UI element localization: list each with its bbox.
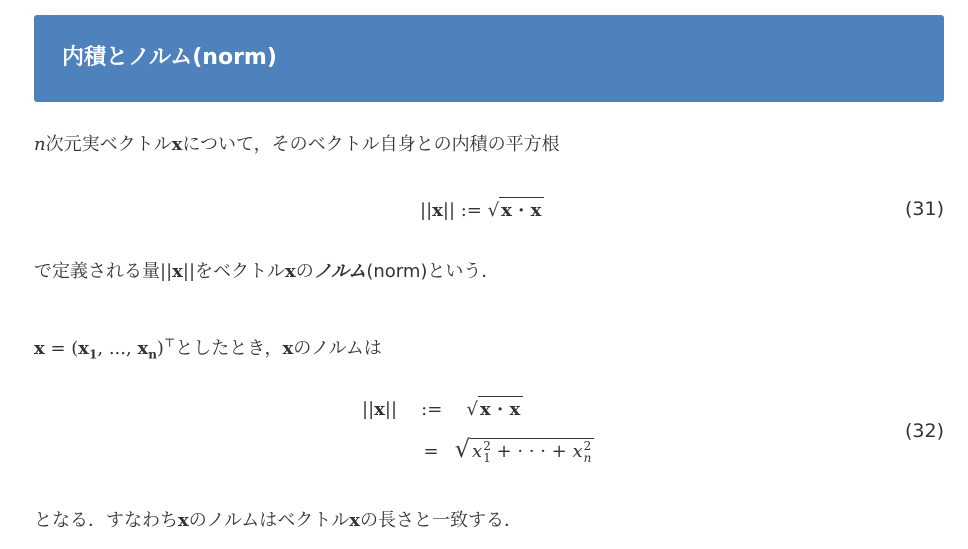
eq32-op1: := (421, 399, 443, 420)
paragraph-3 (34, 330, 382, 368)
text: をベクトル (195, 261, 286, 282)
text: のノルムは (293, 338, 382, 359)
paragraph-2 (34, 259, 499, 285)
eq32-radicand-2: x 2 1 + · · · + x 2 n (470, 438, 594, 465)
sqrt: √ x 2 1 + · · · + x 2 n (455, 436, 595, 465)
eq32-op2: = (423, 441, 439, 462)
math-x: x (285, 261, 296, 282)
equation-32-line-1 (362, 396, 523, 423)
term-norm: ノルム (313, 261, 367, 282)
eq32-radicand-1: x · x (478, 396, 523, 423)
eq31-lhs: ||x|| := (420, 200, 482, 221)
text: について，そのベクトル自身との内積の平方根 (182, 134, 560, 155)
eq32-lhs: ||x|| (362, 399, 398, 420)
text: としたとき， (175, 338, 283, 359)
math-x: x (178, 510, 189, 531)
math-vector-def: $x = (x_1$, ..., $x_n)^⊤$ (34, 336, 176, 362)
text: の長さと一致する． (360, 510, 523, 531)
math-norm: ||x|| (160, 261, 196, 282)
math-n: n (34, 134, 46, 155)
sqrt: √ x · x (466, 396, 523, 423)
text: となる．すなわち (34, 510, 178, 531)
paragraph-1 (34, 132, 560, 158)
equation-32-line-2 (413, 436, 594, 465)
sqrt: √ x · x (488, 197, 545, 224)
text: のノルムはベクトル (188, 510, 350, 531)
math-x: x (282, 338, 294, 359)
text: で定義される量 (34, 261, 160, 282)
equation-31 (420, 197, 544, 224)
math-x: x (349, 510, 361, 531)
equation-number-32: (32) (904, 420, 944, 442)
math-x: x (171, 134, 183, 155)
section-title: 内積とノルム(norm) (62, 45, 277, 70)
text: (norm)という． (366, 261, 500, 282)
paragraph-4 (34, 508, 522, 534)
eq31-radicand: x · x (499, 197, 544, 224)
equation-number-31: (31) (904, 198, 944, 220)
text: の (295, 261, 314, 282)
text: 次元実ベクトル (45, 134, 172, 155)
section-header (34, 15, 944, 102)
